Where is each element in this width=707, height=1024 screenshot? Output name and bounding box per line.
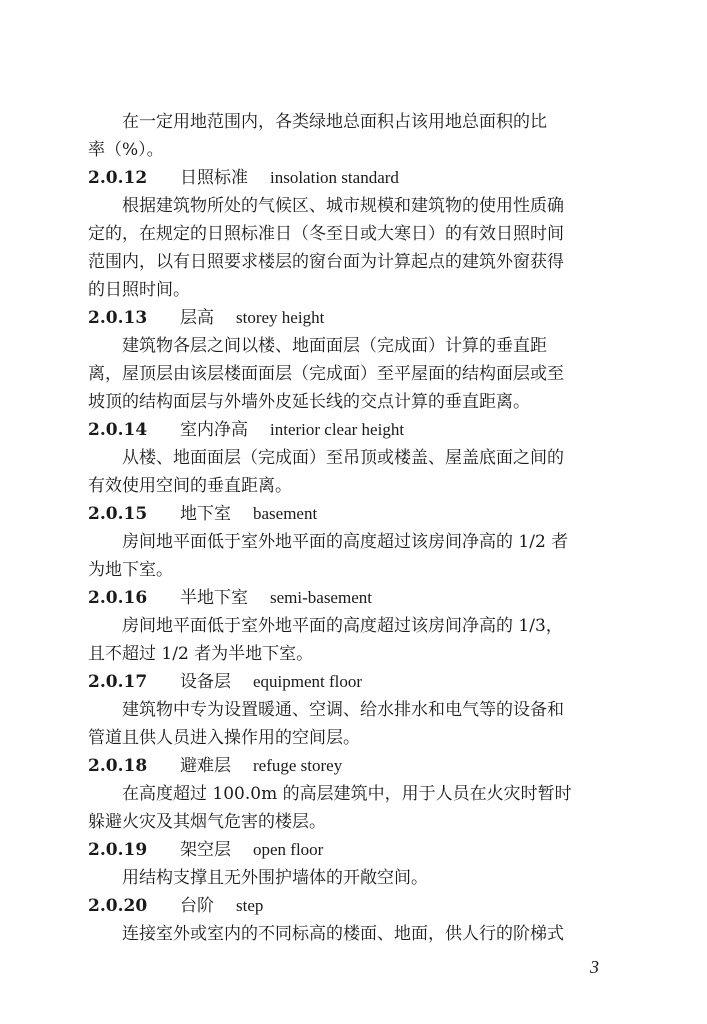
term-english: refuge storey [253, 756, 343, 775]
term-number: 2.0.18 [88, 756, 148, 776]
definition-line: 建筑物中专为设置暖通、空调、给水排水和电气等的设备和 [122, 700, 564, 720]
definition-line: 有效使用空间的垂直距离。 [88, 476, 292, 496]
definition-line: 房间地平面低于室外地平面的高度超过该房间净高的 1/3， [122, 616, 563, 636]
definition-line: 连接室外或室内的不同标高的楼面、地面，供人行的阶梯式 [122, 924, 564, 944]
term-english: open floor [253, 840, 324, 859]
term-chinese: 地下室 [180, 504, 231, 524]
term-english: storey height [236, 308, 325, 327]
definition-line: 根据建筑物所处的气候区、城市规模和建筑物的使用性质确 [122, 196, 564, 216]
term-chinese: 日照标准 [180, 168, 248, 188]
definition-line: 在高度超过 100.0m 的高层建筑中，用于人员在火灾时暂时 [122, 784, 572, 804]
term-english: interior clear height [270, 420, 405, 439]
term-chinese: 设备层 [180, 672, 231, 692]
term-heading-2-0-13 [88, 304, 618, 332]
definition-line: 的日照时间。 [88, 280, 190, 300]
definition-line: 管道且供人员进入操作用的空间层。 [88, 728, 360, 748]
document-body [88, 108, 618, 948]
definition-line: 坡顶的结构面层与外墙外皮延长线的交点计算的垂直距离。 [88, 392, 530, 412]
term-heading-2-0-14 [88, 416, 618, 444]
term-english: insolation standard [270, 168, 399, 187]
definition-line: 范围内，以有日照要求楼层的窗台面为计算起点的建筑外窗获得 [88, 252, 564, 272]
term-number: 2.0.20 [88, 896, 148, 916]
term-heading-2-0-18 [88, 752, 618, 780]
intro-line-1: 在一定用地范围内，各类绿地总面积占该用地总面积的比 [122, 112, 547, 132]
term-english: basement [253, 504, 318, 523]
definition-line: 从楼、地面面层（完成面）至吊顶或楼盖、屋盖底面之间的 [122, 448, 564, 468]
term-chinese: 架空层 [180, 840, 231, 860]
intro-line-2: 率（%）。 [88, 140, 164, 160]
term-chinese: 台阶 [180, 896, 214, 916]
term-chinese: 室内净高 [180, 420, 248, 440]
term-heading-2-0-19 [88, 836, 618, 864]
term-heading-2-0-17 [88, 668, 618, 696]
term-number: 2.0.16 [88, 588, 148, 608]
definition-line: 离，屋顶层由该层楼面面层（完成面）至平屋面的结构面层或至 [88, 364, 564, 384]
term-english: semi-basement [270, 588, 372, 607]
term-english: equipment floor [253, 672, 363, 691]
term-number: 2.0.13 [88, 308, 148, 328]
term-number: 2.0.17 [88, 672, 148, 692]
term-heading-2-0-16 [88, 584, 618, 612]
term-number: 2.0.14 [88, 420, 148, 440]
term-chinese: 避难层 [180, 756, 231, 776]
definition-line: 躲避火灾及其烟气危害的楼层。 [88, 812, 326, 832]
page-number: 3 [590, 957, 599, 977]
definition-line: 房间地平面低于室外地平面的高度超过该房间净高的 1/2 者 [122, 532, 569, 552]
term-chinese: 半地下室 [180, 588, 248, 608]
term-number: 2.0.12 [88, 168, 148, 188]
definition-line: 且不超过 1/2 者为半地下室。 [88, 644, 314, 664]
definition-line: 用结构支撑且无外围护墙体的开敞空间。 [122, 868, 428, 888]
definition-line: 定的，在规定的日照标准日（冬至日或大寒日）的有效日照时间 [88, 224, 564, 244]
term-heading-2-0-12 [88, 164, 618, 192]
definition-line: 建筑物各层之间以楼、地面面层（完成面）计算的垂直距 [122, 336, 547, 356]
term-chinese: 层高 [180, 308, 214, 328]
term-heading-2-0-20 [88, 892, 618, 920]
term-english: step [236, 896, 264, 915]
term-number: 2.0.19 [88, 840, 148, 860]
term-number: 2.0.15 [88, 504, 148, 524]
term-heading-2-0-15 [88, 500, 618, 528]
definition-line: 为地下室。 [88, 560, 173, 580]
